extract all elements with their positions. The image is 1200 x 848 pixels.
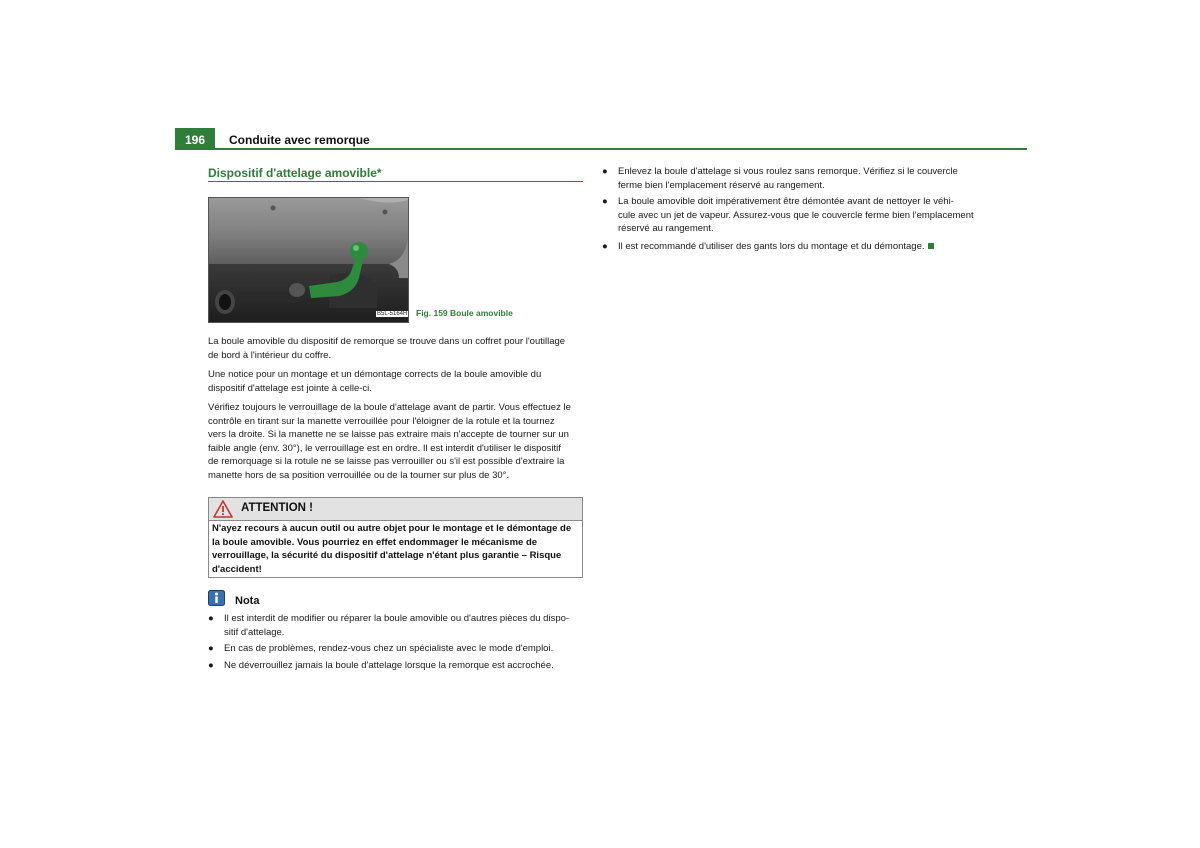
text-line: La boule amovible du dispositif de remorque se trouve dans un coffret pour l'outillage [208, 336, 566, 347]
warning-header [209, 498, 582, 521]
text-line: Il est recommandé d'utiliser des gants lors du montage et du démontage. [618, 241, 925, 252]
text-line: N'ayez recours à aucun outil ou autre objet pour le montage et le démontage de [212, 523, 572, 534]
text-line: Enlevez la boule d'attelage si vous roulez sans remorque. Vérifiez si le couvercle [618, 166, 958, 177]
section-title: Dispositif d'attelage amovible* [208, 166, 382, 180]
text-line: Vérifiez toujours le verrouillage de la boule d'attelage avant de partir. Vous effectuez le [208, 402, 571, 413]
paragraph-notice [208, 368, 588, 395]
section-rule [208, 181, 583, 182]
nota-title: Nota [235, 595, 260, 607]
header-rule [175, 148, 1027, 150]
info-icon [208, 590, 225, 606]
end-of-section-icon [928, 243, 934, 249]
figure-caption: Fig. 159 Boule amovible [416, 308, 513, 318]
text-line: d'accident! [212, 563, 262, 575]
text-line: manette hors de sa position verrouillée ou de la tourner sur plus de 30°. [208, 469, 510, 481]
text-line: faible angle (env. 30°), le verrouillage est en ordre. Il est interdit d'utiliser le dispositif [208, 442, 561, 454]
list-item [602, 195, 992, 236]
tow-hitch-illustration [209, 198, 408, 322]
text-line: verrouillage, la sécurité du dispositif d'attelage n'étant plus garantie – Risque [212, 550, 562, 561]
bullet-dot-icon: ● [208, 613, 214, 624]
text-line: de remorquage si la rotule ne se laisse pas verrouiller ou s'il est possible d'extraire la [208, 456, 565, 467]
warning-text [212, 522, 580, 576]
bullet-dot-icon: ● [602, 241, 608, 252]
text-line: vers la droite. Si la manette ne se laisse pas extraire mais n'accepte de tourner sur un [208, 429, 569, 440]
paragraph-storage [208, 335, 588, 362]
bullet-dot-icon: ● [602, 196, 608, 207]
list-item [208, 659, 598, 673]
warning-box [208, 497, 583, 578]
page-number: 196 [175, 128, 215, 149]
text-line: contrôle en tirant sur la manette verrouillée pour l'éloigner de la rotule et la tournez [208, 415, 555, 427]
bullet-dot-icon: ● [208, 660, 214, 671]
list-item [208, 612, 598, 640]
text-line: Il est interdit de modifier ou réparer la boule amovible ou d'autres pièces du dispo- [224, 613, 570, 624]
text-line: La boule amovible doit impérativement être démontée avant de nettoyer le véhi- [618, 196, 954, 207]
text-line: En cas de problèmes, rendez-vous chez un spécialiste avec le mode d'emploi. [224, 643, 554, 654]
tow-hitch-figure [208, 197, 409, 323]
text-line: la boule amovible. Vous pourriez en effet endommager le mécanisme de [212, 536, 538, 548]
text-line: Ne déverrouillez jamais la boule d'attelage lorsque la remorque est accrochée. [224, 660, 554, 671]
warning-title: ATTENTION ! [241, 502, 313, 514]
text-line: sitif d'attelage. [224, 626, 285, 638]
list-item [602, 165, 992, 193]
text-line: dispositif d'attelage est jointe à celle-ci. [208, 382, 372, 394]
list-item [208, 642, 598, 656]
bullet-dot-icon: ● [602, 166, 608, 177]
text-line: ferme bien l'emplacement réservé au rangement. [618, 179, 825, 191]
text-line: Une notice pour un montage et un démontage corrects de la boule amovible du [208, 369, 542, 380]
running-title: Conduite avec remorque [229, 133, 370, 147]
warning-triangle-icon [213, 500, 233, 523]
text-line: réservé au rangement. [618, 223, 714, 234]
text-line: de bord à l'intérieur du coffre. [208, 349, 332, 361]
bullet-dot-icon: ● [208, 643, 214, 654]
figure-code: B5L-5164H [377, 311, 408, 317]
paragraph-check [208, 401, 588, 482]
list-item [602, 240, 992, 254]
text-line: cule avec un jet de vapeur. Assurez-vous que le couvercle ferme bien l'emplacement [618, 209, 974, 221]
